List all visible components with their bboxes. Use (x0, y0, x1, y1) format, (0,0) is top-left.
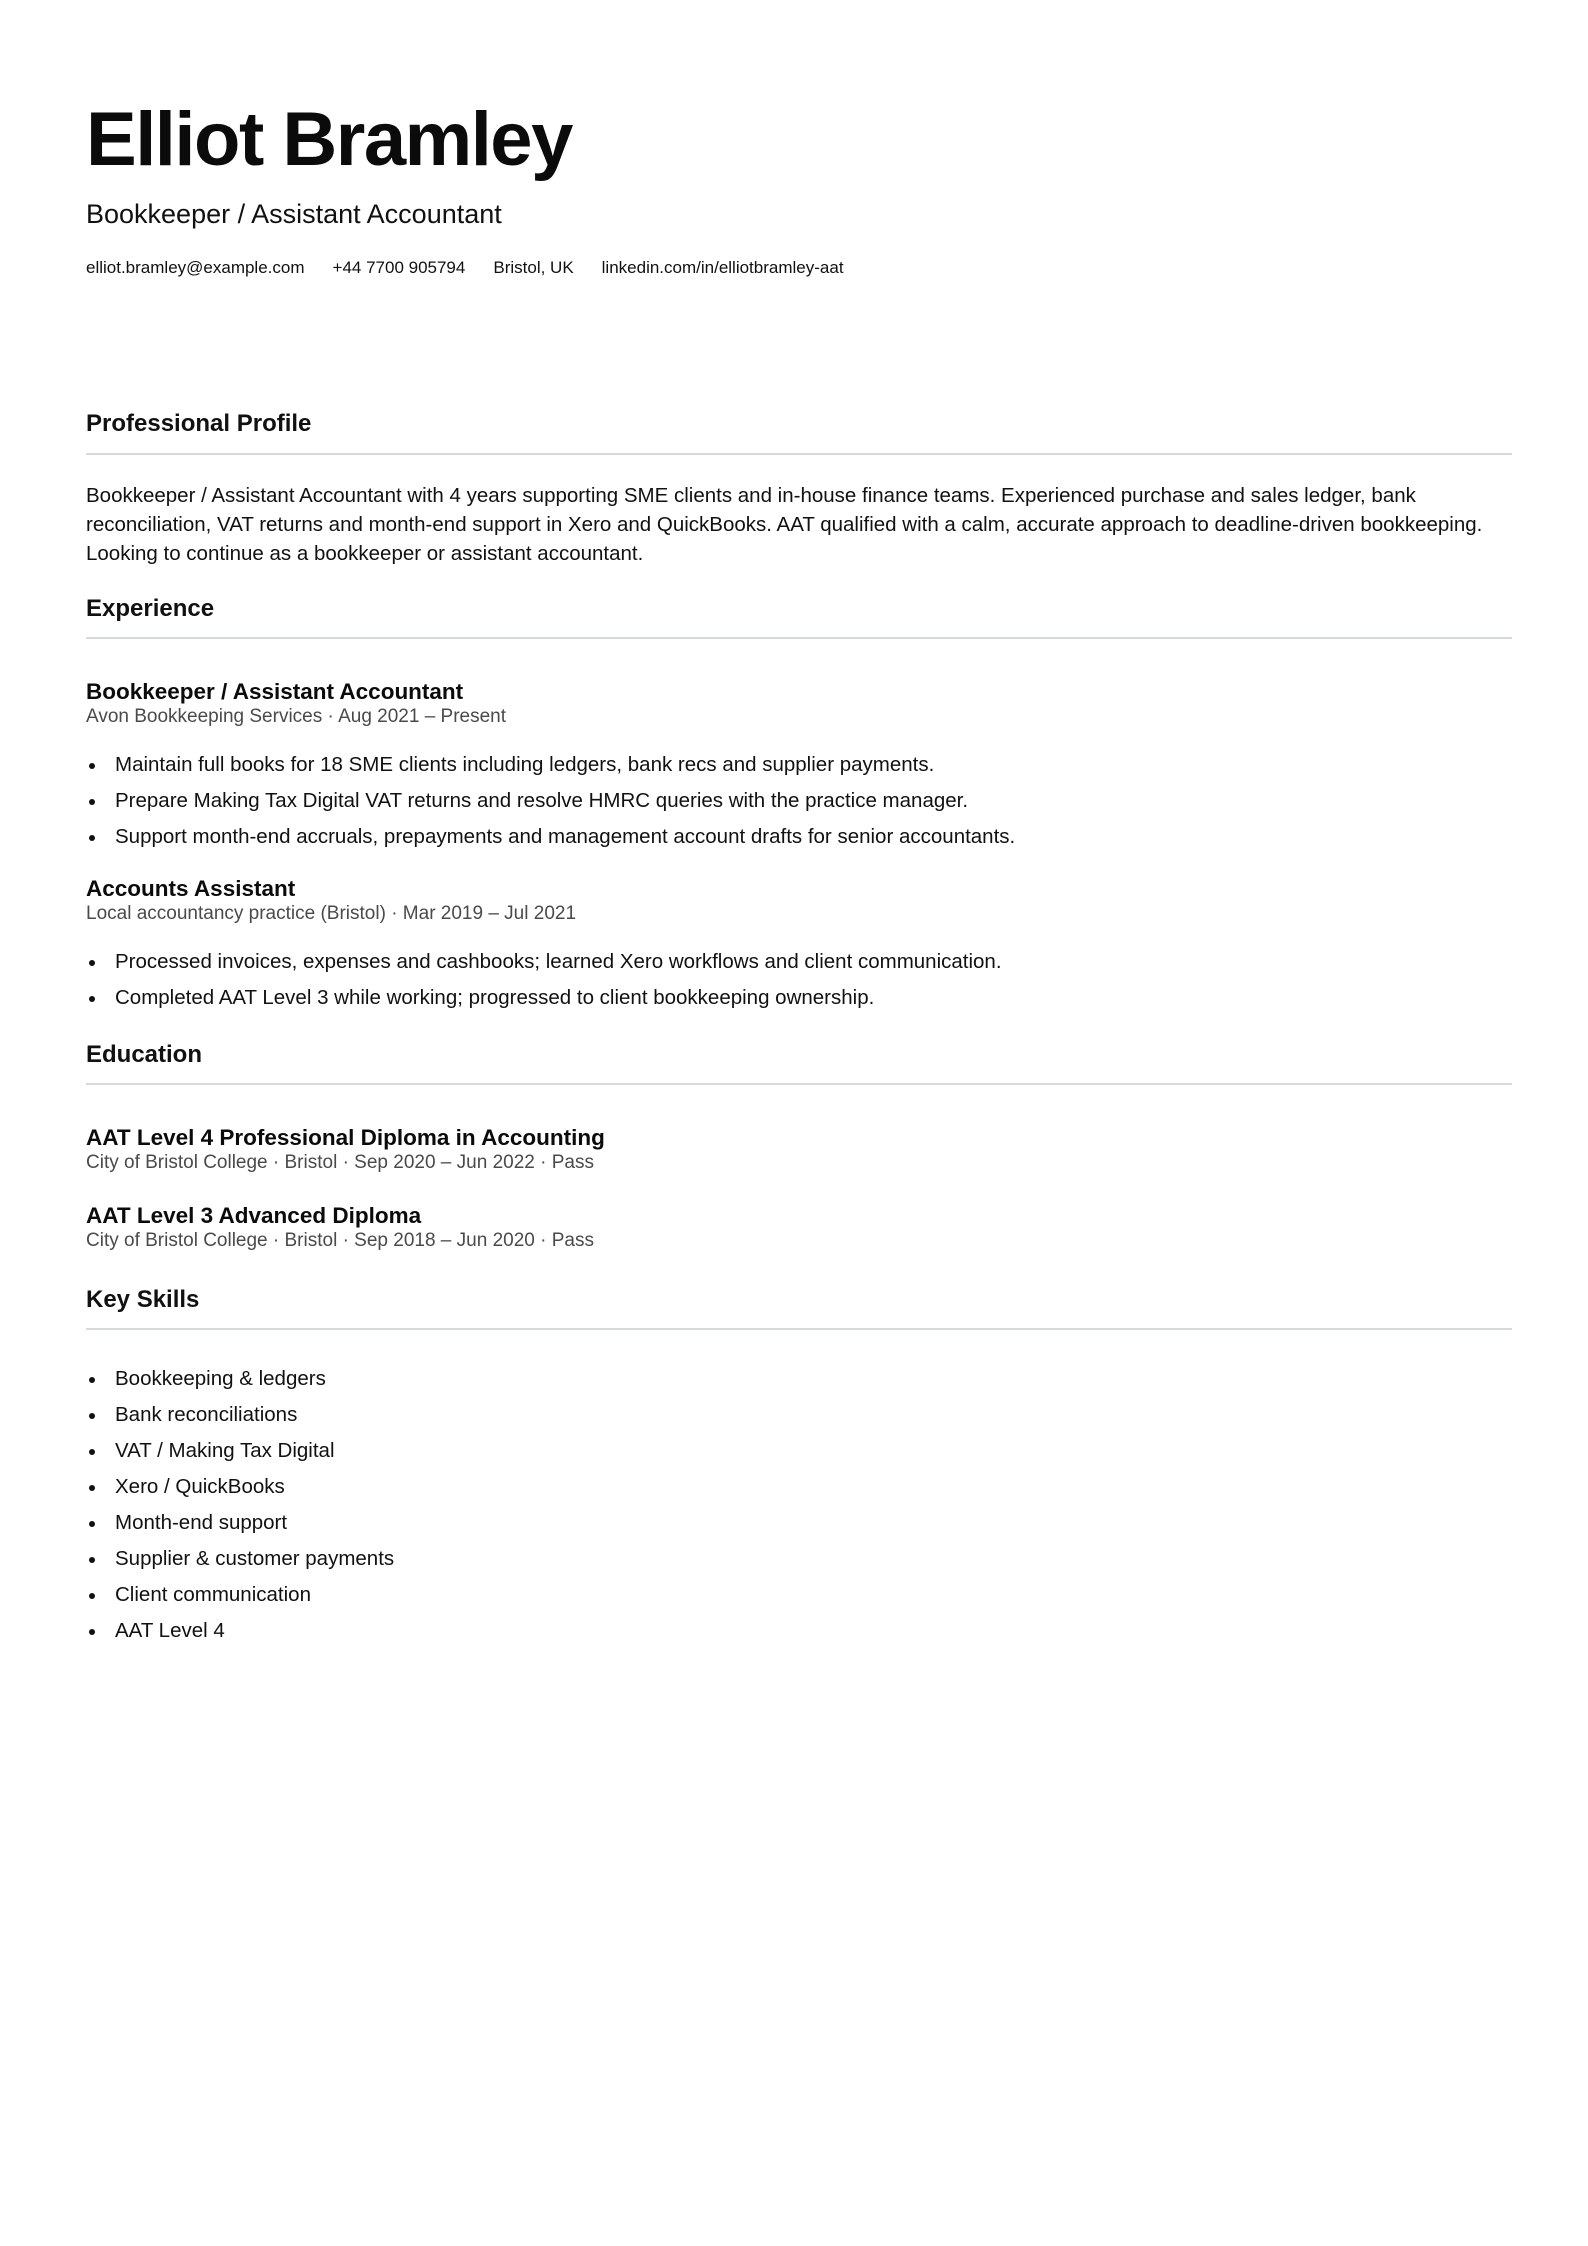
candidate-name: Elliot Bramley (86, 97, 572, 182)
section-title-experience: Experience (86, 595, 215, 622)
section-divider (86, 453, 1512, 455)
education-meta: City of Bristol College · Bristol · Sep 2018 – Jun 2020 · Pass (86, 1230, 594, 1251)
skill-item: Bookkeeping & ledgers (86, 1361, 394, 1397)
job-title: Accounts Assistant (86, 876, 296, 901)
list-item: Support month-end accruals, prepayments and management account drafts for senior accountants. (86, 819, 1015, 855)
list-item: Maintain full books for 18 SME clients including ledgers, bank recs and supplier payments. (86, 747, 1015, 783)
skill-item: AAT Level 4 (86, 1613, 394, 1649)
education-degree: AAT Level 4 Professional Diploma in Accounting (86, 1125, 605, 1150)
section-divider (86, 1083, 1512, 1085)
section-title-education: Education (86, 1041, 203, 1068)
section-title-profile: Professional Profile (86, 410, 312, 437)
education-meta: City of Bristol College · Bristol · Sep 2020 – Jun 2022 · Pass (86, 1152, 594, 1173)
list-item: Completed AAT Level 3 while working; progressed to client bookkeeping ownership. (86, 980, 1002, 1016)
skills-list (86, 1361, 394, 1649)
job-bullet-list (86, 944, 1002, 1016)
skill-item: VAT / Making Tax Digital (86, 1433, 394, 1469)
job-bullet-list (86, 747, 1015, 855)
job-meta: Avon Bookkeeping Services · Aug 2021 – Present (86, 706, 507, 727)
section-title-skills: Key Skills (86, 1286, 200, 1313)
contact-email[interactable]: elliot.bramley@example.com (86, 258, 305, 277)
profile-text: Bookkeeper / Assistant Accountant with 4 years supporting SME clients and in-house finance teams. Experienced purchase and sales ledger, bank reconciliation, VAT returns and month-end support in Xero and QuickBooks. AAT qualified with a calm, accurate approach to deadline-driven bookkeeping. Looking to continue as a bookkeeper or assistant accountant. (86, 484, 1483, 565)
skill-item: Month-end support (86, 1505, 394, 1541)
candidate-headline: Bookkeeper / Assistant Accountant (86, 199, 502, 229)
list-item: Processed invoices, expenses and cashbooks; learned Xero workflows and client communication. (86, 944, 1002, 980)
skill-item: Xero / QuickBooks (86, 1469, 394, 1505)
section-divider (86, 637, 1512, 639)
skill-item: Bank reconciliations (86, 1397, 394, 1433)
skill-item: Client communication (86, 1577, 394, 1613)
section-divider (86, 1328, 1512, 1330)
education-degree: AAT Level 3 Advanced Diploma (86, 1203, 422, 1228)
skill-item: Supplier & customer payments (86, 1541, 394, 1577)
contact-phone[interactable]: +44 7700 905794 (332, 258, 466, 277)
contact-linkedin[interactable]: linkedin.com/in/elliotbramley-aat (601, 258, 844, 277)
contact-list (86, 256, 844, 280)
contact-location: Bristol, UK (493, 258, 574, 277)
list-item: Prepare Making Tax Digital VAT returns and resolve HMRC queries with the practice manager. (86, 783, 1015, 819)
job-meta: Local accountancy practice (Bristol) · Mar 2019 – Jul 2021 (86, 903, 577, 924)
job-title: Bookkeeper / Assistant Accountant (86, 679, 464, 704)
